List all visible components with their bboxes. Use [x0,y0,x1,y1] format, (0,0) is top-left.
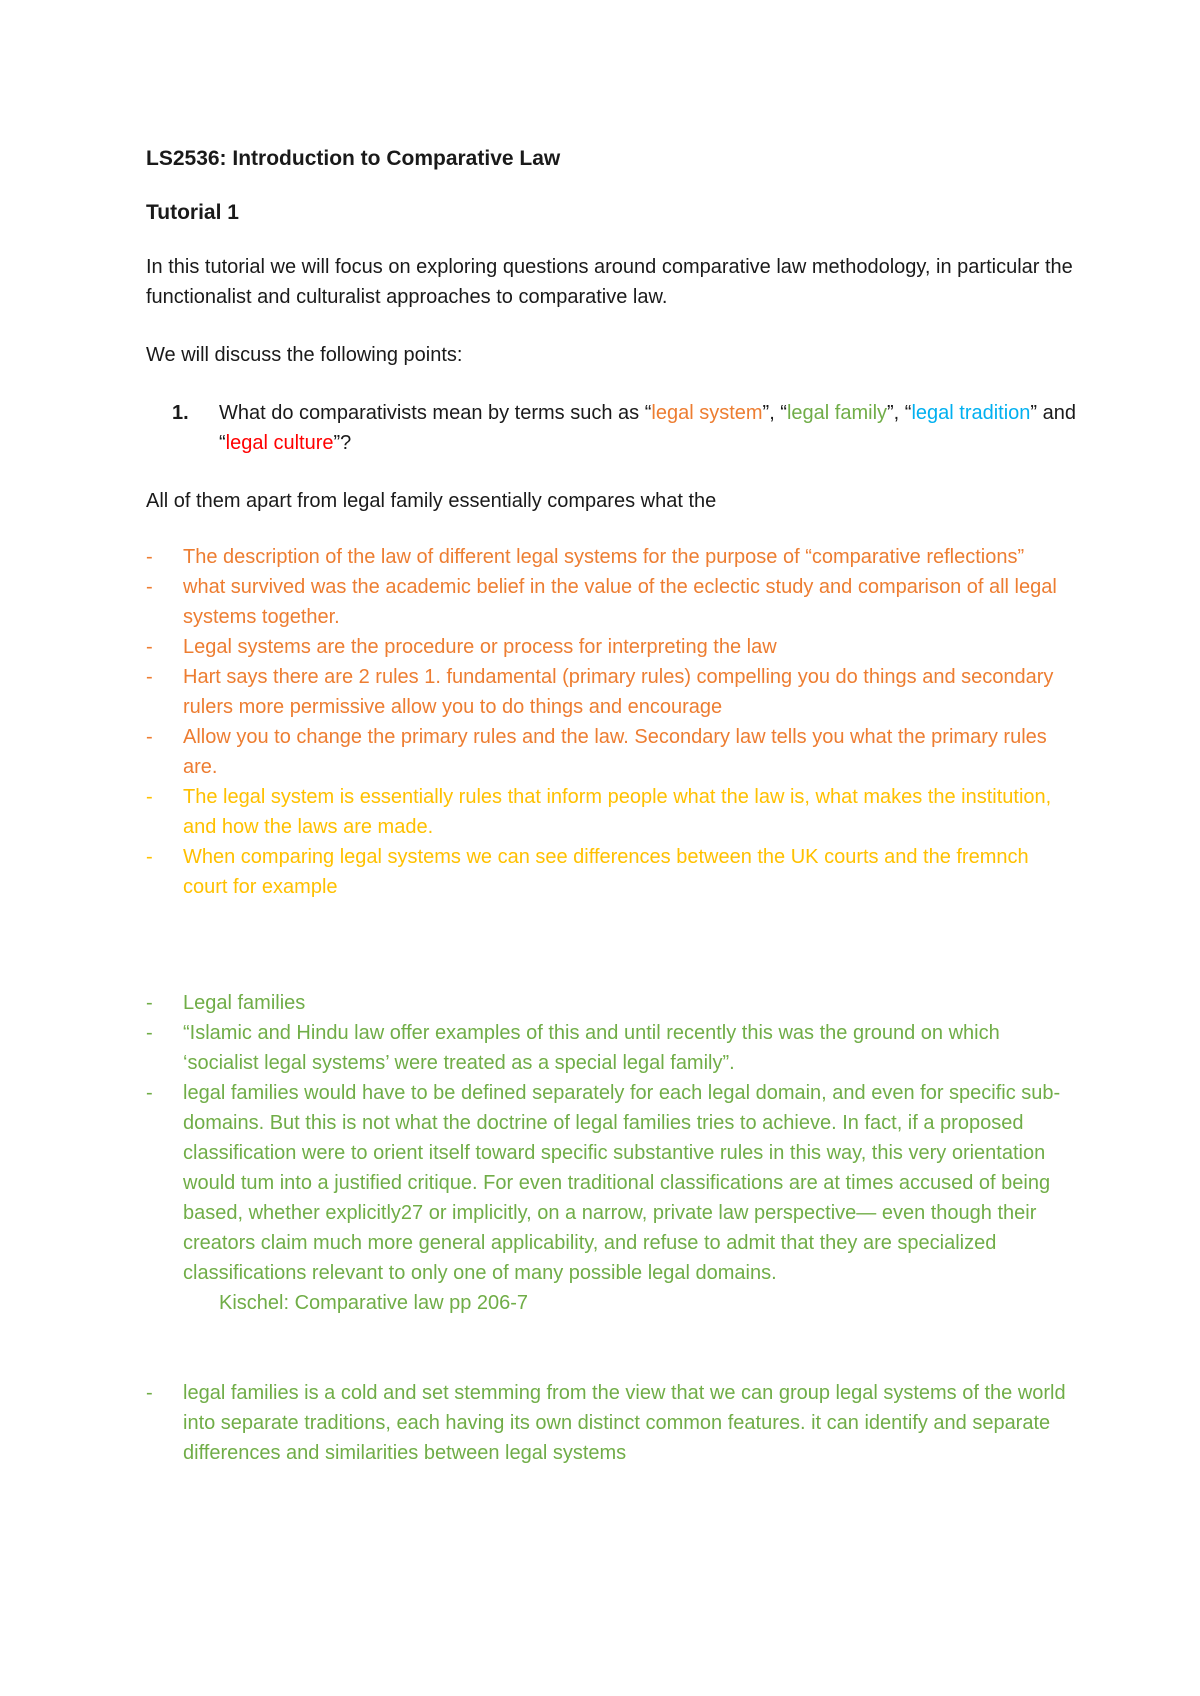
question-item [146,398,1076,458]
list-item [146,988,1076,1018]
bullet-marker: - [146,576,153,598]
list-item [146,662,1076,722]
list-item-text: legal families is a cold and set stemming from the view that we can group legal systems of the world into separate traditions, each having its own distinct common features. it can identify and separate differences and similarities between legal systems [183,1382,1066,1464]
list-item-text: legal families would have to be defined separately for each legal domain, and even for specific sub- domains. But this is not what the doctrine of legal families tries to achieve. In fact, if a proposed classification were to orient itself toward specific substantive rules in this way, this very orientation would tum into a justified critique. For even traditional classifications are at times accused of being based, whether explicitly27 or implicitly, on a narrow, private law perspective— even though their creators claim much more general applicability, and refuse to admit that they are specialized classifications relevant to only one of many possible legal domains. [183,1082,1061,1284]
list-item-text: Legal systems are the procedure or process for interpreting the law [183,636,777,658]
bullet-marker: - [146,546,153,568]
list-item [146,572,1076,632]
list-item [146,782,1076,842]
question-number: 1. [172,402,189,424]
list-item-text: what survived was the academic belief in the value of the eclectic study and comparison of all legal systems together. [183,576,1057,628]
final-notes [146,1378,1076,1468]
spacer [146,1318,1076,1378]
term-legal-tradition: legal tradition [911,402,1031,424]
bullet-marker: - [146,726,153,748]
bullet-marker: - [146,846,153,868]
citation: Kischel: Comparative law pp 206-7 [219,1292,529,1314]
list-item [146,722,1076,782]
bullet-marker: - [146,1022,153,1044]
spacer [146,902,1076,988]
list-item [146,632,1076,662]
list-item-text: When comparing legal systems we can see differences between the UK courts and the fremnch court for example [183,846,1029,898]
intro-paragraph: In this tutorial we will focus on exploring questions around comparative law methodology, in particular the functionalist and culturalist approaches to comparative law. [146,256,1073,308]
list-item-text: Legal families [183,992,306,1014]
bullet-marker: - [146,666,153,688]
list-item [146,1078,1076,1288]
question-text [219,402,1076,454]
term-legal-culture: legal culture [225,432,334,454]
list-item-text: The description of the law of different legal systems for the purpose of “comparative reflections” [183,546,1025,568]
question-text-part: ”, “ [887,402,912,424]
term-legal-family: legal family [786,402,888,424]
lead-paragraph: We will discuss the following points: [146,344,463,366]
bullet-marker: - [146,1082,153,1104]
question-text-part: ” and “ [219,402,1077,454]
list-item [146,842,1076,902]
list-item-text: The legal system is essentially rules that inform people what the law is, what makes the institution, and how the laws are made. [183,786,1052,838]
summary-paragraph: All of them apart from legal family essentially compares what the [146,490,717,512]
legal-family-notes [146,988,1076,1288]
list-item [146,1378,1076,1468]
list-item-text: “Islamic and Hindu law offer examples of this and until recently this was the ground on which ‘socialist legal systems’ were treated as a special legal family”. [183,1022,1000,1074]
list-item [146,542,1076,572]
document-title: LS2536: Introduction to Comparative Law [146,147,561,170]
legal-system-notes [146,542,1076,902]
question-text-part: What do comparativists mean by terms such as “ [219,402,652,424]
list-item-text: Allow you to change the primary rules and the law. Secondary law tells you what the primary rules are. [183,726,1047,778]
term-legal-system: legal system [651,402,763,424]
list-item-text: Hart says there are 2 rules 1. fundamental (primary rules) compelling you do things and secondary rulers more permissive allow you to do things and encourage [183,666,1054,718]
bullet-marker: - [146,636,153,658]
list-item [146,1018,1076,1078]
question-text-part: ”, “ [762,402,787,424]
question-text-part: ”? [333,432,352,454]
bullet-marker: - [146,1382,153,1404]
document-subtitle: Tutorial 1 [146,201,239,224]
bullet-marker: - [146,786,153,808]
document-body [146,144,1076,1468]
bullet-marker: - [146,992,153,1014]
